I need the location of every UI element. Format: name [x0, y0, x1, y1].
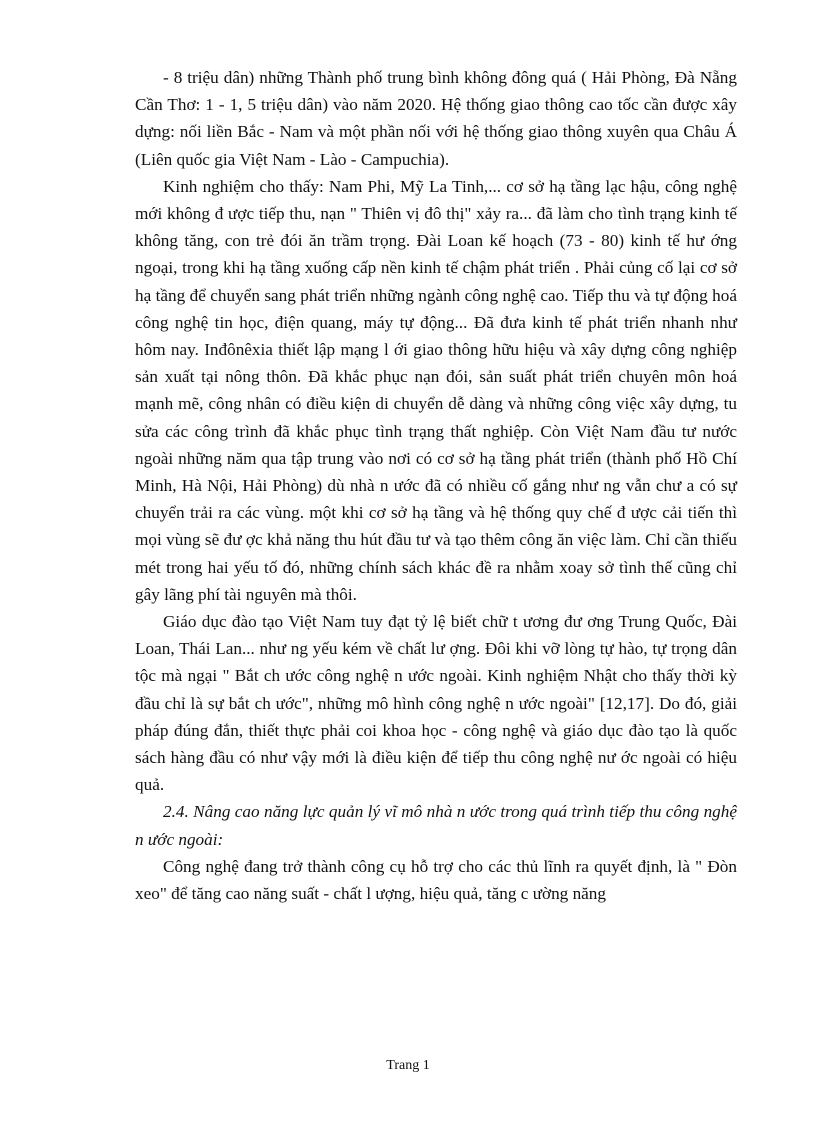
paragraph-2: Kinh nghiệm cho thấy: Nam Phi, Mỹ La Tinh,... cơ sở hạ tầng lạc hậu, công nghệ mới không đ ược tiếp thu, nạn " Thiên vị đô thị" xảy ra... đã làm cho tình trạng kinh tế không tăng, con trẻ đói ăn trầm trọng. Đài Loan kế hoạch (73 - 80) kinh tế hư ớng ngoại, trong khi hạ tầng xuống cấp nền kinh tế chậm phát triển . Phải củng cố lại cơ sở hạ tầng để chuyển sang phát triển những ngành công nghệ cao. Tiếp thu và tự động hoá công nghệ tin học, điện quang, máy tự động... Đã đưa kinh tế phát triển nhanh như hôm nay. Inđônêxia thiết lập mạng l ới giao thông hữu hiệu và xây dựng công nghiệp sản xuất tại nông thôn. Đã khắc phục nạn đói, sản suất phát triển chuyên môn hoá mạnh mẽ, công nhân có điều kiện di chuyển dễ dàng và những công việc xây dựng, tu sửa các công trình đã khắc phục tình trạng thất nghiệp. Còn Việt Nam đầu tư nước ngoài những năm qua tập trung vào nơi có cơ sở hạ tầng phát triển (thành phố Hồ Chí Minh, Hà Nội, Hải Phòng) dù nhà n ước đã có nhiều cố gắng như ng vẫn chư a có sự chuyển trải ra các vùng. một khi cơ sở hạ tầng và hệ thống quy chế đ ược cải tiến thì mọi vùng sẽ đư ợc khả năng thu hút đầu tư và tạo thêm công ăn việc làm. Chỉ cần thiếu mét trong hai yếu tố đó, những chính sách khác đề ra nhằm xoay sở tình thế cũng chỉ gây lãng phí tài nguyên mà thôi. [135, 176, 737, 604]
paragraph-1: - 8 triệu dân) những Thành phố trung bình không đông quá ( Hải Phòng, Đà Nẵng Cần Thơ: 1 - 1, 5 triệu dân) vào năm 2020. Hệ thống giao thông cao tốc cần được xây dựng: nối liền Bắc - Nam và một phần nối với hệ thống giao thông xuyên qua Châu Á (Liên quốc gia Việt Nam - Lào - Campuchia). [135, 68, 737, 169]
section-heading: 2.4. Nâng cao năng lực quản lý vĩ mô nhà n ước trong quá trình tiếp thu công nghệ n ước ngoài: [135, 802, 737, 849]
paragraph-4: Công nghệ đang trở thành công cụ hỗ trợ cho các thủ lĩnh ra quyết định, là " Đòn xeo" để tăng cao năng suất - chất l ượng, hiệu quả, tăng c ường năng [135, 856, 737, 904]
page-footer: Trang 1 [386, 1058, 430, 1073]
paragraph-3: Giáo dục đào tạo Việt Nam tuy đạt tỷ lệ biết chữ t ương đư ơng Trung Quốc, Đài Loan, Thái Lan... như ng yếu kém về chất lư ợng. Đôi khi vỡ lòng tự hào, tự trọng dân tộc mà ngại " Bắt ch ước công nghệ n ước ngoài. Kinh nghiệm Nhật cho thấy thời kỳ đầu chỉ là sự bắt ch ước", những mô hình công nghệ n ước ngoài" [12,17]. Do đó, giải pháp đúng đắn, thiết thực phải coi khoa học - công nghệ và giáo dục đào tạo là quốc sách hàng đầu có như vậy mới là điều kiện để tiếp thu công nghệ nư ớc ngoài có hiệu quả. [135, 612, 737, 795]
document-body [135, 64, 737, 907]
